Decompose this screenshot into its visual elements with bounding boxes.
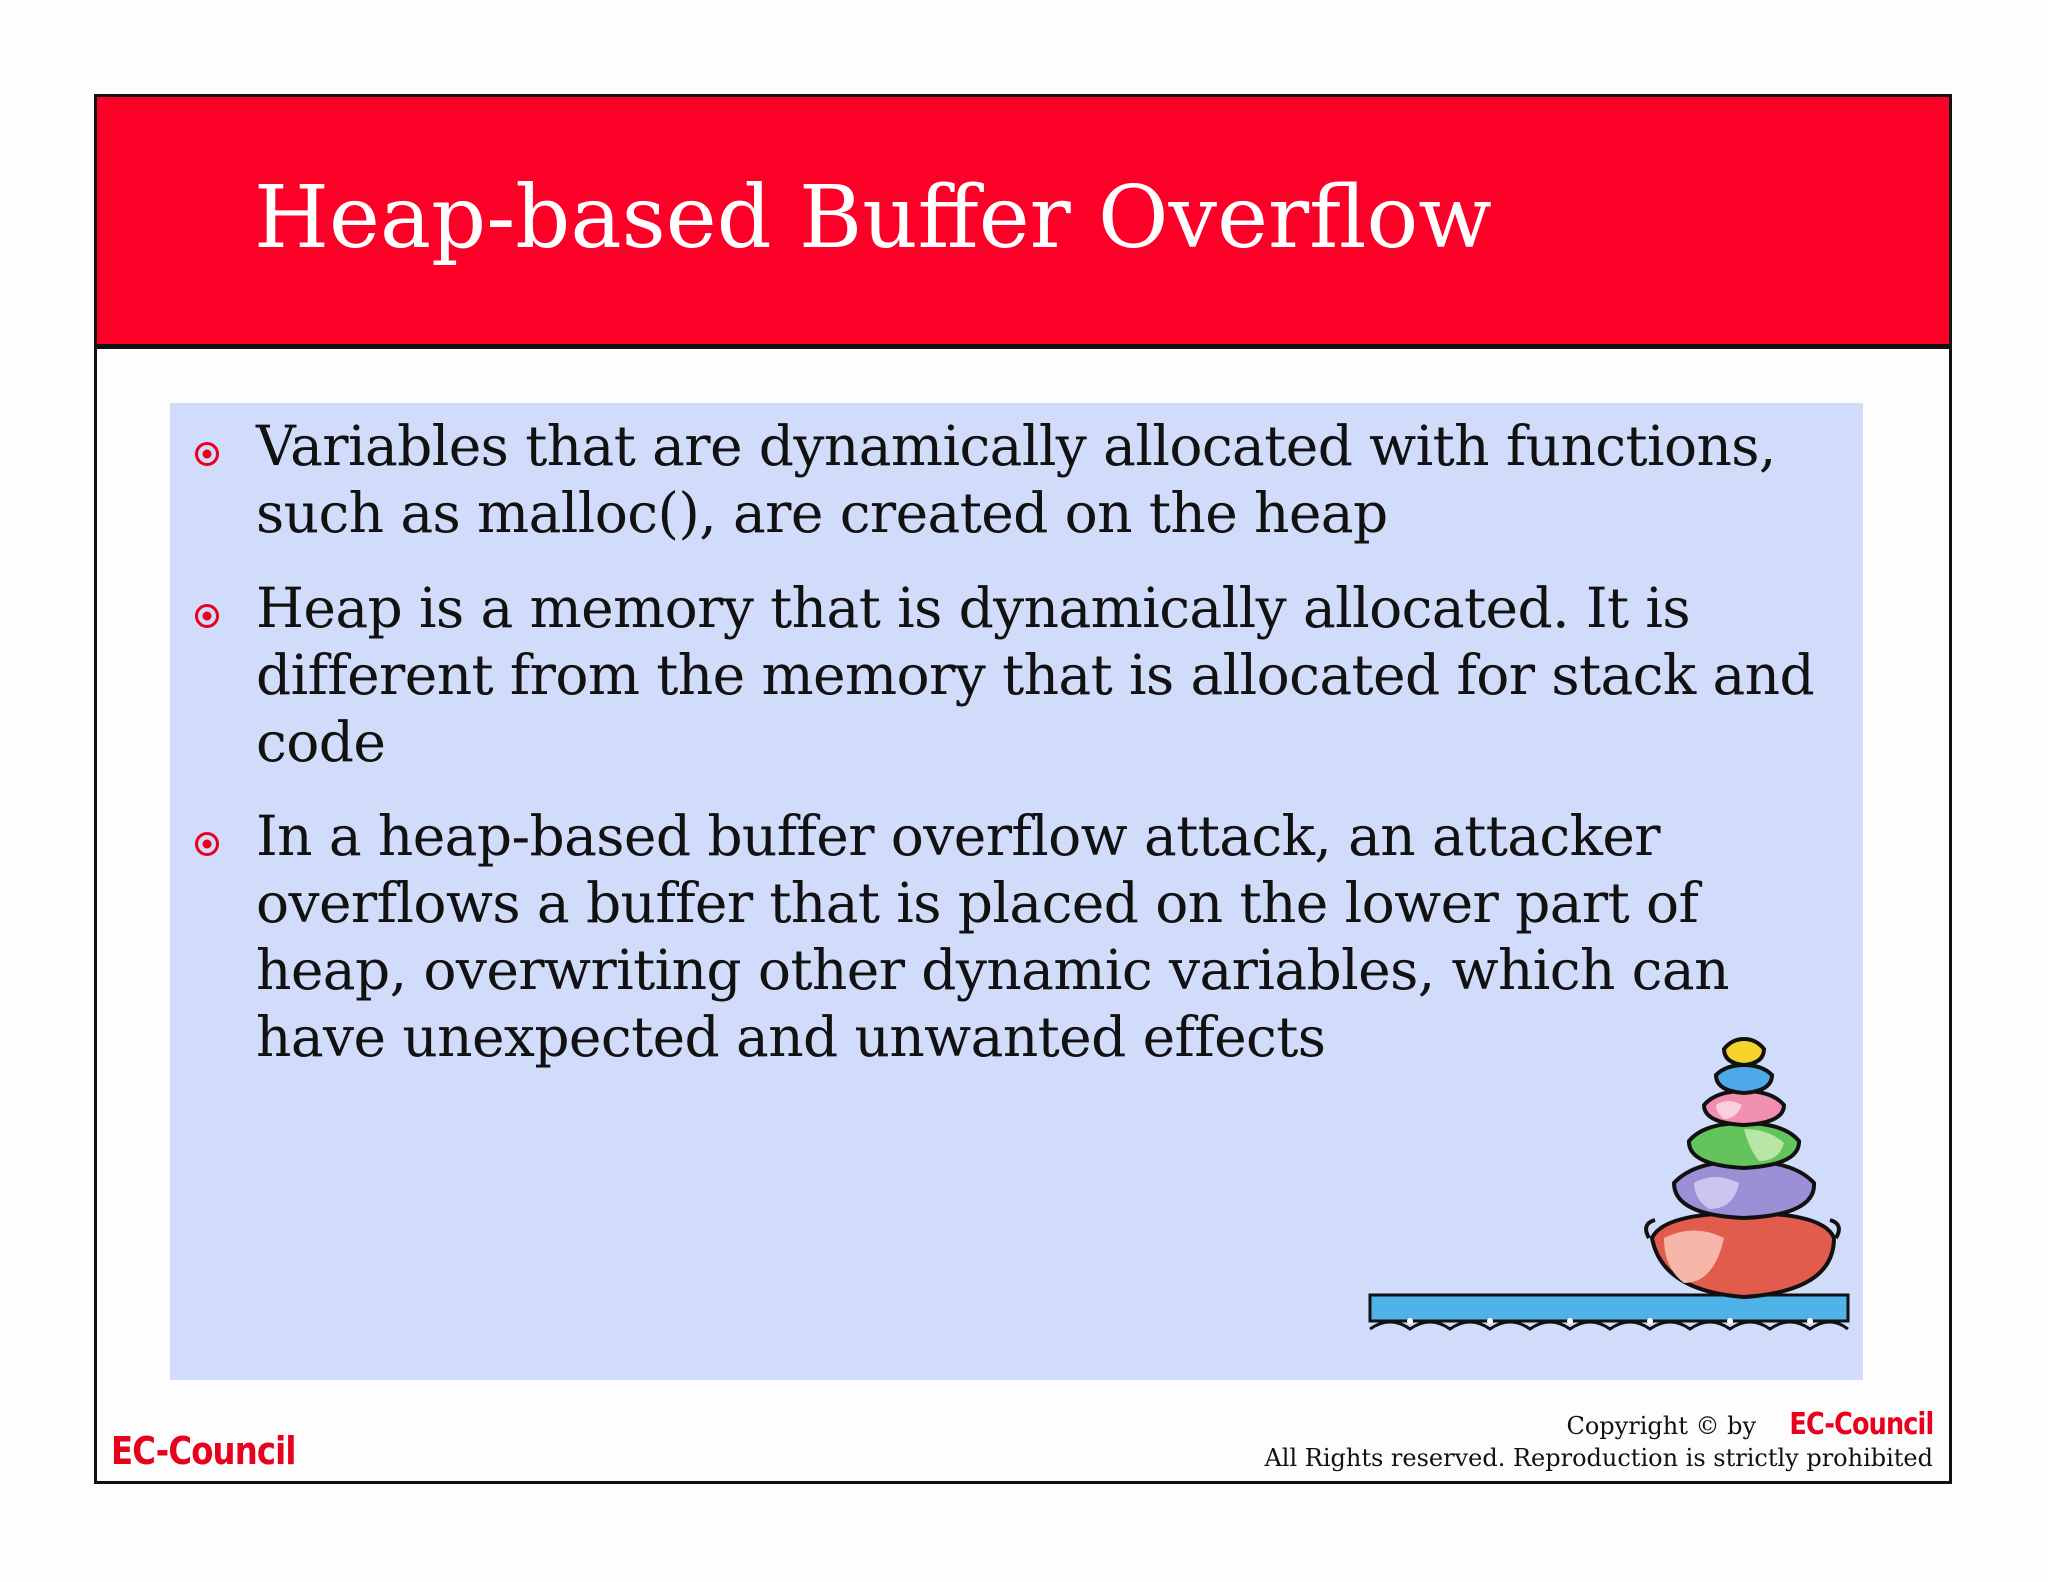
circled-dot-icon [194, 831, 220, 857]
slide [94, 94, 1952, 1484]
circled-dot-icon [194, 441, 220, 467]
footer-logo: EC-Council [111, 1429, 296, 1473]
content-panel [170, 403, 1863, 1380]
bullet-text: In a heap-based buffer overflow attack, an attacker overflows a buffer that is placed on the lower part of heap, overwriting other dynamic variables, which can have unexpected and unwanted effects [256, 804, 1729, 1069]
copyright-brand: EC-Council [1789, 1407, 1933, 1442]
circled-dot-icon [194, 603, 220, 629]
title-bar [97, 97, 1949, 349]
bullet-text: Variables that are dynamically allocated with functions, such as malloc(), are created on the heap [256, 414, 1776, 545]
copyright-prefix: Copyright © by [1566, 1412, 1757, 1440]
bullet-text: Heap is a memory that is dynamically allocated. It is different from the memory that is allocated for stack and code [256, 576, 1815, 774]
slide-title: Heap-based Buffer Overflow [254, 168, 1492, 268]
stacked-pillows-icon [1364, 1033, 1864, 1363]
copyright-line [1264, 1409, 1933, 1442]
rights-line: All Rights reserved. Reproduction is strictly prohibited [1264, 1444, 1933, 1472]
copyright-notice [1264, 1409, 1933, 1474]
